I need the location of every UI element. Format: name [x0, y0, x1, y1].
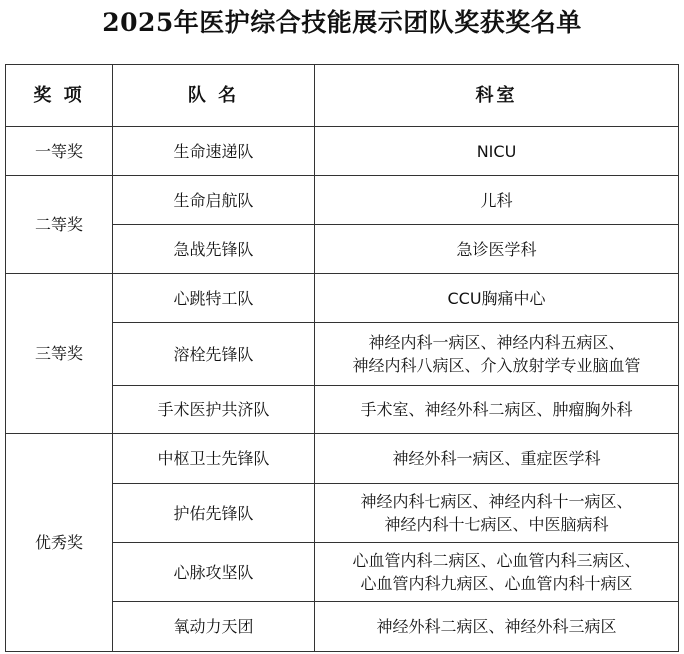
award-cell: 优秀奖: [6, 434, 113, 652]
table-row: [6, 274, 679, 323]
department-line: 神经内科一病区、神经内科五病区、: [368, 333, 625, 352]
team-name-cell: 中枢卫士先锋队: [113, 434, 315, 484]
award-cell: 二等奖: [6, 176, 113, 274]
department-line: 手术室、神经外科二病区、肿瘤胸外科: [360, 400, 633, 419]
department-cell: [315, 386, 679, 434]
team-name-cell: 氧动力天团: [113, 602, 315, 652]
department-line: 儿科: [480, 190, 513, 210]
department-line: 神经外科一病区、重症医学科: [392, 449, 601, 468]
table-row: [6, 176, 679, 225]
department-cell: [315, 127, 679, 176]
header-award: 奖 项: [6, 65, 113, 127]
awards-table: [5, 64, 679, 652]
department-cell: [315, 323, 679, 386]
team-name-cell: 心脉攻坚队: [113, 543, 315, 602]
department-line: 心血管内科二病区、心血管内科三病区、: [352, 551, 641, 570]
award-cell: 三等奖: [6, 274, 113, 434]
department-cell: [315, 543, 679, 602]
department-line: CCU胸痛中心: [447, 288, 546, 308]
department-line: 心血管内科九病区、心血管内科十病区: [360, 574, 633, 593]
team-name-cell: 生命启航队: [113, 176, 315, 225]
team-name-cell: 急战先锋队: [113, 225, 315, 274]
table-header-row: [6, 65, 679, 127]
department-cell: [315, 484, 679, 543]
department-cell: [315, 274, 679, 323]
page-title: 2025年医护综合技能展示团队奖获奖名单: [102, 8, 582, 37]
department-line: 神经内科八病区、介入放射学专业脑血管: [352, 356, 641, 375]
department-line: 急诊医学科: [456, 239, 537, 259]
team-name-cell: 溶栓先锋队: [113, 323, 315, 386]
table-row: [6, 127, 679, 176]
team-name-cell: 手术医护共济队: [113, 386, 315, 434]
team-name-cell: 生命速递队: [113, 127, 315, 176]
header-department: 科室: [315, 65, 679, 127]
department-cell: [315, 434, 679, 484]
department-cell: [315, 225, 679, 274]
department-line: 神经内科十七病区、中医脑病科: [384, 515, 609, 534]
department-cell: [315, 602, 679, 652]
table-row: [6, 434, 679, 484]
award-cell: 一等奖: [6, 127, 113, 176]
department-line: 神经内科七病区、神经内科十一病区、: [360, 492, 633, 511]
department-line: 神经外科二病区、神经外科三病区: [376, 617, 617, 636]
department-line: NICU: [476, 141, 517, 161]
header-team-name: 队 名: [113, 65, 315, 127]
department-cell: [315, 176, 679, 225]
team-name-cell: 护佑先锋队: [113, 484, 315, 543]
team-name-cell: 心跳特工队: [113, 274, 315, 323]
